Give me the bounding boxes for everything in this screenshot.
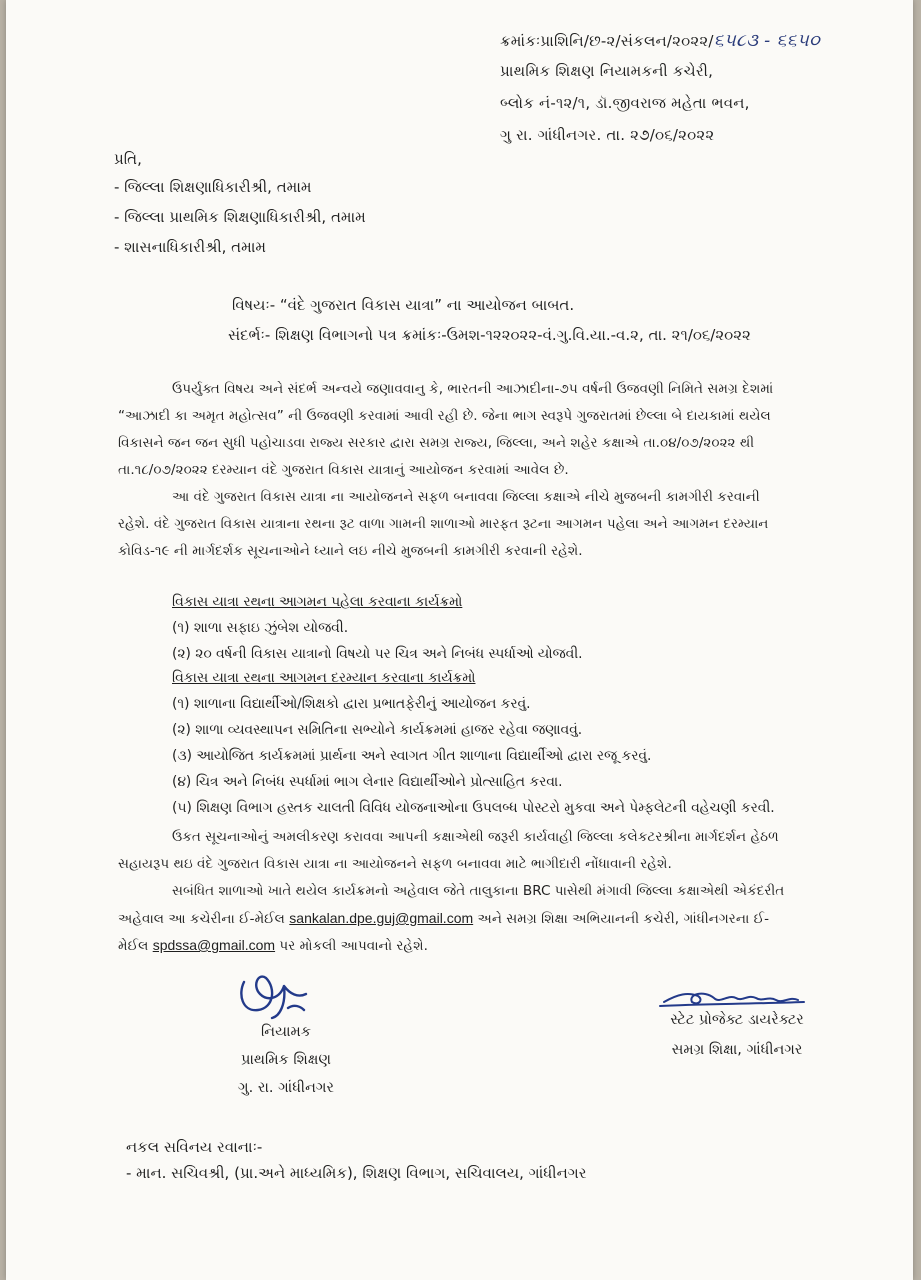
section1-item-2: (૨) ૨૦ વર્ષની વિકાસ યાત્રાનો વિષયો પર ચિત્ર અને નિબંધ સ્પર્ધાઓ યોજવી. [172, 646, 583, 662]
copy-heading: નકલ સવિનય રવાનાઃ- [126, 1138, 263, 1156]
order-number-printed: ક્રમાંકઃપ્રાશિનિ/છ-૨/સંકલન/૨૦૨૨/ [500, 32, 714, 50]
para1-line4: તા.૧૮/૦૭/૨૦૨૨ દરમ્યાન વંદે ગુજરાત વિકાસ યાત્રાનું આયોજન કરવામાં આવેલ છે. [118, 462, 569, 478]
reference-line: સંદર્ભઃ- શિક્ષણ વિભાગનો પત્ર ક્રમાંકઃ-ઉમશ-૧૨૨૦૨૨-વં.ગુ.વિ.યા.-વ.૨, તા. ૨૧/૦૬/૨૦૨૨ [228, 326, 751, 344]
letter-page [6, 0, 913, 1280]
email-link-spdssa[interactable]: spdssa@gmail.com [152, 937, 276, 953]
sign-left-line2: પ્રાથમિક શિક્ષણ [240, 1052, 332, 1068]
copy-item: - માન. સચિવશ્રી, (પ્રા.અને માધ્યમિક), શિક્ષણ વિભાગ, સચિવાલય, ગાંધીનગર [126, 1164, 587, 1182]
para4-line2 [118, 905, 769, 933]
para3-line2: સહાયરૂપ થઇ વંદે ગુજરાત વિકાસ યાત્રા ના આયોજનને સફળ બનાવવા માટે ભાગીદારી નોંધાવાની રહેશે. [118, 856, 672, 872]
city-date: ગુ રા. ગાંધીનગર. તા. ૨૭/૦૬/૨૦૨૨ [500, 126, 715, 144]
para1-line3: વિકાસને જન જન સુધી પહોચાડવા રાજ્ય સરકાર દ્વારા સમગ્ર રાજ્ય, જિલ્લા, અને શહેર કક્ષાએ તા.૦૪/૦૭/૨૦૨૨ થી [118, 435, 755, 451]
section2-item-1: (૧) શાળાના વિદ્યાર્થીઓ/શિક્ષકો દ્વારા પ્રભાતફેરીનું આયોજન કરવું. [172, 696, 531, 712]
recipient-2: - જિલ્લા પ્રાથમિક શિક્ષણાધિકારીશ્રી, તમામ [114, 208, 366, 226]
para2-line3: કોવિડ-૧૯ ની માર્ગદર્શક સૂચનાઓને ધ્યાને લઇ નીચે મુજબની કામગીરી કરવાની રહેશે. [118, 543, 583, 559]
para2-line2: રહેશે. વંદે ગુજરાત વિકાસ યાત્રાના રથના રૂટ વાળા ગામની શાળાઓ મારફત રૂટના આગમન પહેલા અને આગમન દરમ્યાન [118, 516, 769, 532]
section2-item-4: (૪) ચિત્ર અને નિબંધ સ્પર્ધામાં ભાગ લેનાર વિદ્યાર્થીઓને પ્રોત્સાહિત કરવા. [172, 774, 563, 790]
section2-item-5: (૫) શિક્ષણ વિભાગ હસ્તક ચાલતી વિવિધ યોજનાઓના ઉપલબ્ધ પોસ્ટરો મુકવા અને પેમ્ફલેટની વહેચણી કરવી. [172, 800, 775, 816]
para4-line1: સબંધિત શાળાઓ ખાતે થયેલ કાર્યક્રમનો અહેવાલ જેતે તાલુકાના BRC પાસેથી મંગાવી જિલ્લા કક્ષાએથી એકંદરીત [172, 883, 785, 899]
order-number [500, 30, 820, 51]
section2-item-2: (૨) શાળા વ્યવસ્થાપન સમિતિના સભ્યોને કાર્યક્રમમાં હાજર રહેવા જણાવવું. [172, 722, 583, 738]
signature-left-mark [234, 964, 314, 1024]
signature-right-mark [658, 980, 808, 1016]
office-address: બ્લોક નં-૧૨/૧, ડૉ.જીવરાજ મહેતા ભવન, [500, 94, 750, 112]
para4-line3 [118, 932, 428, 960]
sign-right-line2: સમગ્ર શિક્ષા, ગાંધીનગર [671, 1042, 803, 1058]
para1-line1: ઉપર્યુક્ત વિષય અને સંદર્ભ અન્વયે જણાવવાનુ કે, ભારતની આઝાદીના-૭૫ વર્ષની ઉજવણી નિમિતે સમગ્ર દેશમાં [172, 381, 774, 397]
para4-line2-end: અને સમગ્ર શિક્ષા અભિયાનની કચેરી, ગાંધીનગરના ઈ- [473, 911, 769, 927]
prati-label: પ્રતિ, [114, 150, 142, 168]
sign-right-line1: સ્ટેટ પ્રોજેક્ટ ડાયરેક્ટર [670, 1012, 804, 1028]
section2-item-3: (૩) આયોજિત કાર્યક્રમમાં પ્રાર્થના અને સ્વાગત ગીત શાળાના વિદ્યાર્થીઓ દ્વારા રજૂ કરવું. [172, 748, 652, 764]
order-number-handwritten: ૬૫૮૩ - ૬૬૫૦ [713, 30, 820, 51]
para3-line1: ઉકત સૂચનાઓનું અમલીકરણ કરાવવા આપની કક્ષાએથી જરૂરી કાર્યવાહી જિલ્લા કલેકટરશ્રીના માર્ગદર્શન હેઠળ [172, 829, 779, 845]
section1-item-1: (૧) શાળા સફાઇ ઝુંબેશ યોજવી. [172, 620, 349, 636]
recipient-1: - જિલ્લા શિક્ષણાધિકારીશ્રી, તમામ [114, 178, 312, 196]
sign-left-line1: નિયામક [261, 1024, 311, 1040]
recipient-3: - શાસનાધિકારીશ્રી, તમામ [114, 238, 266, 256]
para4-line3-end: પર મોકલી આપવાનો રહેશે. [275, 938, 428, 954]
office-name: પ્રાથમિક શિક્ષણ નિયામકની કચેરી, [500, 62, 714, 80]
subject-line: વિષયઃ- “વંદે ગુજરાત વિકાસ યાત્રા” ના આયોજન બાબત. [232, 296, 575, 314]
email-link-sankalan[interactable]: sankalan.dpe.guj@gmail.com [289, 910, 474, 926]
para1-line2: “આઝાદી કા અમૃત મહોત્સવ” ની ઉજવણી કરવામાં આવી રહી છે. જેના ભાગ સ્વરૂપે ગુજરાતમાં છેલ્લા બે દાયકામાં થયેલ [118, 408, 771, 424]
para4-line2-start: અહેવાલ આ કચેરીના ઈ-મેઈલ [118, 911, 290, 927]
para4-line3-start: મેઈલ [118, 938, 153, 954]
sign-left-line3: ગુ. રા. ગાંધીનગર [238, 1080, 334, 1096]
section1-heading: વિકાસ યાત્રા રથના આગમન પહેલા કરવાના કાર્યક્રમો [172, 594, 463, 610]
para2-line1: આ વંદે ગુજરાત વિકાસ યાત્રા ના આયોજનને સફળ બનાવવા જિલ્લા કક્ષાએ નીચે મુજબની કામગીરી કરવાની [172, 489, 760, 505]
section2-heading: વિકાસ યાત્રા રથના આગમન દરમ્યાન કરવાના કાર્યક્રમો [172, 670, 476, 686]
